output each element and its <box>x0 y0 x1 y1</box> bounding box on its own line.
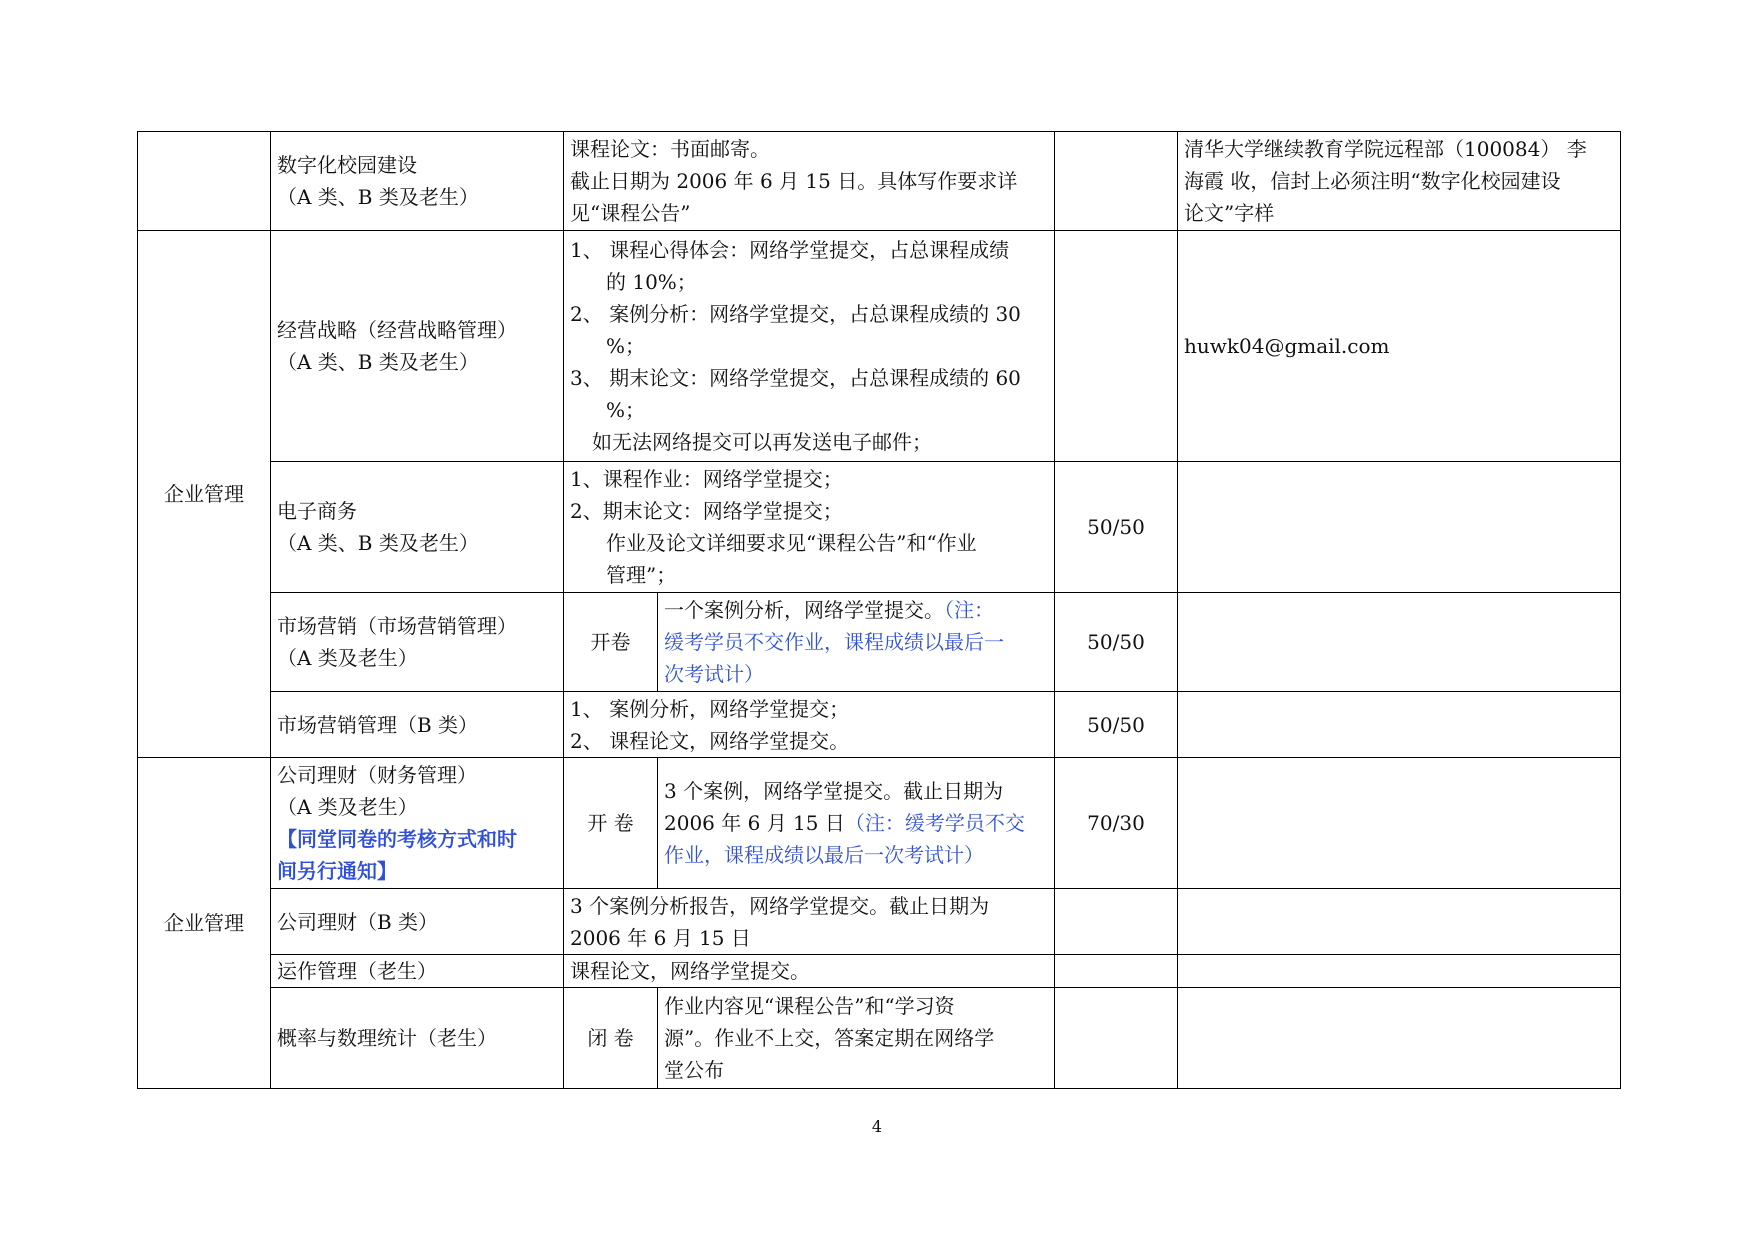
method-line: 如无法网络提交可以再发送电子邮件； <box>592 430 932 454</box>
course-cell <box>271 593 564 692</box>
method-line: 源”。作业不上交，答案定期在网络学 <box>664 1026 995 1050</box>
course-name: 概率与数理统计（老生） <box>277 1026 497 1050</box>
method-cell <box>564 462 1055 593</box>
method-line: 作业内容见“课程公告”和“学习资 <box>664 994 955 1018</box>
table-row <box>138 462 1621 593</box>
notes-cell <box>1178 231 1621 462</box>
method-line: 见“课程公告” <box>570 201 691 225</box>
course-cell <box>271 231 564 462</box>
method-text: 2006 年 6 月 15 日 <box>664 811 845 835</box>
table-row <box>138 132 1621 231</box>
table-row <box>138 889 1621 955</box>
ratio-cell: 50/50 <box>1055 462 1178 593</box>
ratio-cell <box>1055 955 1178 988</box>
method-line: 1、 案例分析，网络学堂提交； <box>570 696 850 721</box>
method-cell <box>658 593 1055 692</box>
notes-line: 论文”字样 <box>1184 201 1275 225</box>
course-category: （A 类及老生） <box>277 646 418 670</box>
course-name: 经营战略（经营战略管理） <box>277 318 517 342</box>
ratio-cell <box>1055 889 1178 955</box>
method-line <box>664 807 1048 839</box>
course-name: 运作管理（老生） <box>277 959 437 983</box>
method-cell <box>564 889 1055 955</box>
ratio-cell <box>1055 231 1178 462</box>
course-name: 公司理财（B 类） <box>277 909 439 934</box>
method-cell <box>564 955 1055 988</box>
method-line: 2006 年 6 月 15 日 <box>570 925 751 950</box>
method-line <box>664 594 1048 626</box>
method-line: %； <box>606 334 646 358</box>
notes-line: 海霞 收，信封上必须注明“数字化校园建设 <box>1184 169 1561 193</box>
method-line: 3 个案例，网络学堂提交。截止日期为 <box>664 779 1004 803</box>
method-line: 2、 课程论文，网络学堂提交。 <box>570 728 850 753</box>
exam-type-cell: 闭 卷 <box>564 988 658 1089</box>
notes-cell <box>1178 132 1621 231</box>
course-cell <box>271 988 564 1089</box>
method-line: 的 10%； <box>606 270 697 294</box>
group-label: 企业管理 <box>138 231 271 758</box>
exam-notice: 间另行通知】 <box>277 859 397 883</box>
course-category: （A 类、B 类及老生） <box>277 350 479 374</box>
exam-notice: 【同堂同卷的考核方式和时 <box>277 827 517 851</box>
method-cell <box>658 988 1055 1089</box>
notes-cell <box>1178 758 1621 889</box>
notes-cell <box>1178 889 1621 955</box>
course-cell <box>271 889 564 955</box>
notes-line: 清华大学继续教育学院远程部（100084） 李 <box>1184 137 1587 161</box>
course-cell <box>271 955 564 988</box>
exam-type-cell: 开卷 <box>564 593 658 692</box>
course-cell <box>271 758 564 889</box>
method-line: 堂公布 <box>664 1058 724 1082</box>
method-line: 截止日期为 2006 年 6 月 15 日。具体写作要求详 <box>570 169 1018 193</box>
ratio-cell <box>1055 988 1178 1089</box>
table-row <box>138 955 1621 988</box>
method-note: （注： <box>944 598 994 622</box>
course-cell <box>271 692 564 758</box>
method-note: （注：缓考学员不交 <box>844 811 1025 835</box>
course-category: （A 类及老生） <box>277 795 418 819</box>
page-number: 4 <box>871 1117 883 1136</box>
email-text: huwk04@gmail.com <box>1184 334 1390 358</box>
method-cell <box>564 132 1055 231</box>
table-row <box>138 593 1621 692</box>
exam-type-cell: 开 卷 <box>564 758 658 889</box>
group-label: 企业管理 <box>138 758 271 1089</box>
course-cell <box>271 462 564 593</box>
method-cell <box>564 692 1055 758</box>
course-category: （A 类、B 类及老生） <box>277 185 479 209</box>
method-line: 1、 课程心得体会：网络学堂提交，占总课程成绩 <box>570 238 1010 262</box>
ratio-cell <box>1055 132 1178 231</box>
method-line: 2、期末论文：网络学堂提交； <box>570 499 843 523</box>
notes-cell <box>1178 462 1621 593</box>
method-text: 一个案例分析，网络学堂提交。 <box>664 598 944 622</box>
table-row <box>138 758 1621 889</box>
course-name: 电子商务 <box>277 499 357 523</box>
table-row <box>138 988 1621 1089</box>
method-line: 管理”； <box>606 563 677 587</box>
ratio-cell: 70/30 <box>1055 758 1178 889</box>
method-note: 作业，课程成绩以最后一次考试计） <box>664 843 984 867</box>
method-line: 作业及论文详细要求见“课程公告”和“作业 <box>606 531 977 555</box>
notes-cell <box>1178 593 1621 692</box>
ratio-cell: 50/50 <box>1055 593 1178 692</box>
notes-cell <box>1178 955 1621 988</box>
method-line: 3、 期末论文：网络学堂提交，占总课程成绩的 60 <box>570 366 1021 390</box>
method-line: 1、课程作业：网络学堂提交； <box>570 467 843 491</box>
table-row <box>138 231 1621 462</box>
notes-cell <box>1178 692 1621 758</box>
ratio-cell: 50/50 <box>1055 692 1178 758</box>
method-note: 次考试计） <box>664 662 764 686</box>
table-row <box>138 692 1621 758</box>
method-cell <box>564 231 1055 462</box>
course-name: 公司理财（财务管理） <box>277 763 477 787</box>
course-name: 市场营销（市场营销管理） <box>277 614 517 638</box>
course-table <box>137 131 1621 1089</box>
notes-cell <box>1178 988 1621 1089</box>
course-category: （A 类、B 类及老生） <box>277 531 479 555</box>
method-line: 课程论文：书面邮寄。 <box>570 137 770 161</box>
group-cell-empty <box>138 132 271 231</box>
method-line: %； <box>606 398 646 422</box>
course-cell <box>271 132 564 231</box>
method-cell <box>658 758 1055 889</box>
course-name: 数字化校园建设 <box>277 153 417 177</box>
course-name: 市场营销管理（B 类） <box>277 712 479 737</box>
method-line: 3 个案例分析报告，网络学堂提交。截止日期为 <box>570 893 990 918</box>
method-note: 缓考学员不交作业，课程成绩以最后一 <box>664 630 1004 654</box>
method-line: 课程论文，网络学堂提交。 <box>570 959 810 983</box>
method-line: 2、 案例分析：网络学堂提交，占总课程成绩的 30 <box>570 302 1021 326</box>
